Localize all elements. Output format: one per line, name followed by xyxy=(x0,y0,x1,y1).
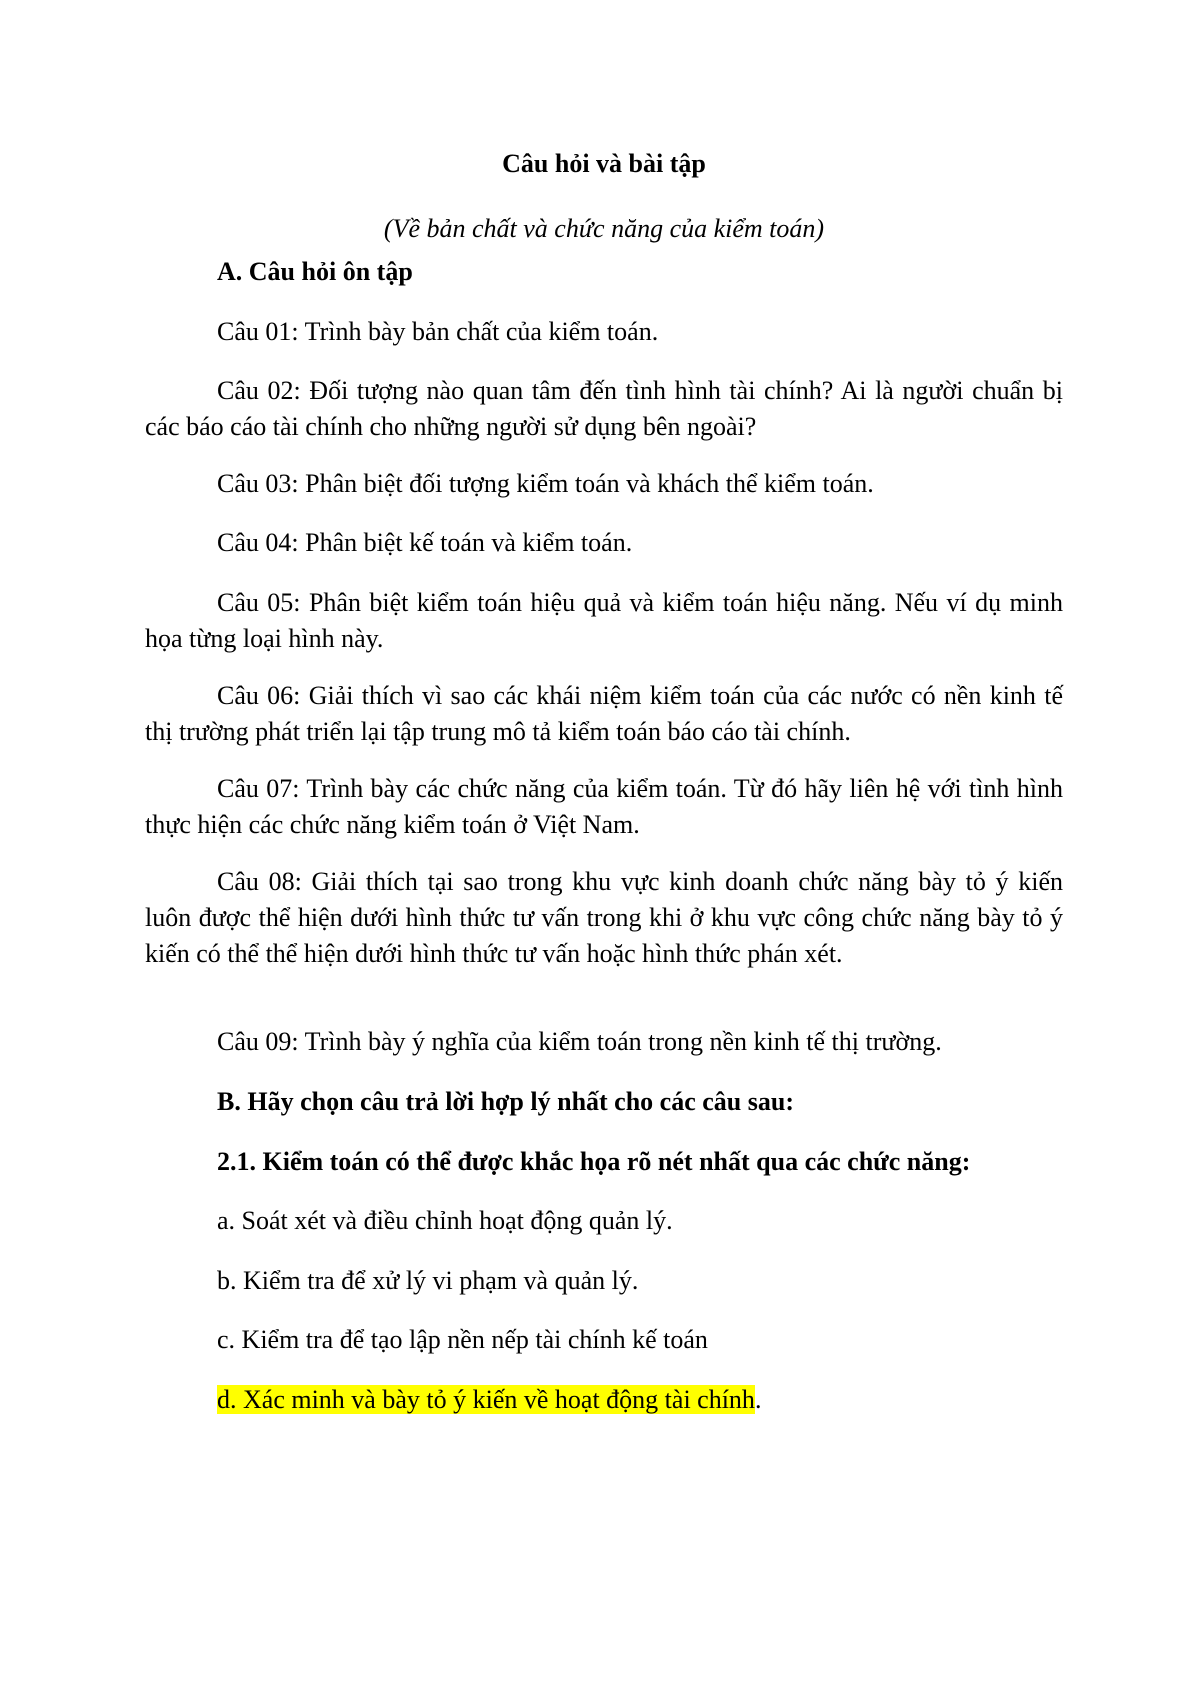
question-07: Câu 07: Trình bày các chức năng của kiểm toán. Từ đó hãy liên hệ với tình hình thực hiện các chức năng kiểm toán ở Việt Nam. xyxy=(145,774,1063,839)
document-title: Câu hỏi và bài tập xyxy=(502,149,706,178)
question-06: Câu 06: Giải thích vì sao các khái niệm kiểm toán của các nước có nền kinh tế thị trường phát triển lại tập trung mô tả kiểm toán báo cáo tài chính. xyxy=(145,681,1063,746)
option-b: b. Kiểm tra để xử lý vi phạm và quản lý. xyxy=(217,1266,639,1295)
question-04: Câu 04: Phân biệt kế toán và kiểm toán. xyxy=(217,528,633,557)
option-d xyxy=(217,1382,1063,1418)
highlighted-answer: d. Xác minh và bày tỏ ý kiến về hoạt động tài chính xyxy=(217,1385,755,1414)
question-09: Câu 09: Trình bày ý nghĩa của kiểm toán trong nền kinh tế thị trường. xyxy=(217,1027,942,1056)
section-a-heading: A. Câu hỏi ôn tập xyxy=(217,257,413,286)
option-c: c. Kiểm tra để tạo lập nền nếp tài chính kế toán xyxy=(217,1325,708,1354)
section-b-heading: B. Hãy chọn câu trả lời hợp lý nhất cho các câu sau: xyxy=(217,1087,795,1116)
document-subtitle: (Về bản chất và chức năng của kiểm toán) xyxy=(383,214,825,243)
question-03: Câu 03: Phân biệt đối tượng kiểm toán và khách thể kiểm toán. xyxy=(217,469,874,498)
question-05: Câu 05: Phân biệt kiểm toán hiệu quả và kiểm toán hiệu năng. Nếu ví dụ minh họa từng loại hình này. xyxy=(145,588,1063,653)
option-d-trailing-period: . xyxy=(754,1385,762,1414)
option-a: a. Soát xét và điều chỉnh hoạt động quản lý. xyxy=(217,1206,673,1235)
question-08: Câu 08: Giải thích tại sao trong khu vực kinh doanh chức năng bày tỏ ý kiến luôn được thể hiện dưới hình thức tư vấn trong khi ở khu vực công chức năng bày tỏ ý kiến có thể thể hiện dưới hình thức tư vấn hoặc hình thức phán xét. xyxy=(145,867,1063,968)
question-02: Câu 02: Đối tượng nào quan tâm đến tình hình tài chính? Ai là người chuẩn bị các báo cáo tài chính cho những người sử dụng bên ngoài? xyxy=(145,376,1063,441)
question-2-1: 2.1. Kiểm toán có thể được khắc họa rõ nét nhất qua các chức năng: xyxy=(217,1147,971,1176)
question-01: Câu 01: Trình bày bản chất của kiểm toán. xyxy=(217,317,659,346)
